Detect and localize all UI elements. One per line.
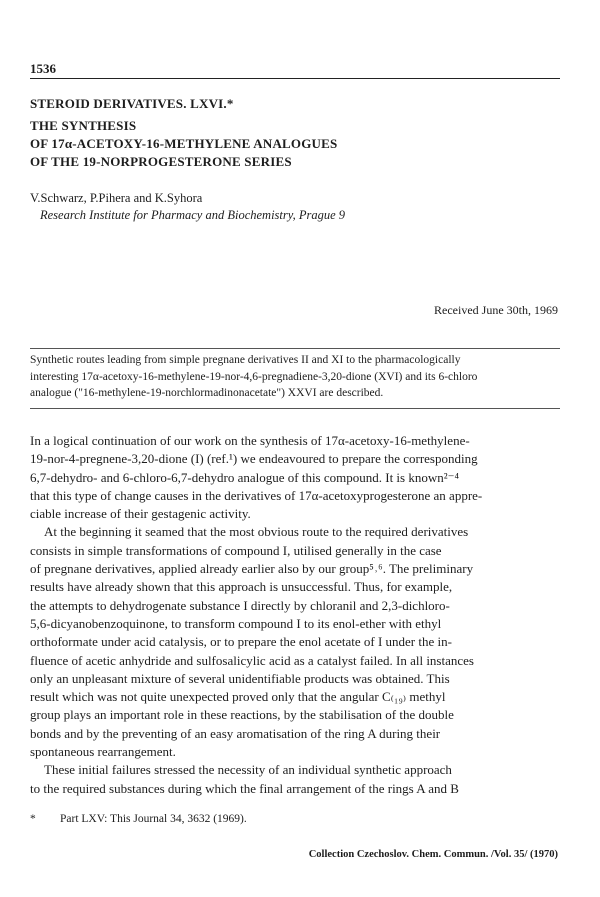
abstract-line: Synthetic routes leading from simple pregnane derivatives II and XI to the pharmacologically <box>30 354 461 366</box>
header-rule <box>30 78 560 79</box>
body-line: consists in simple transformations of compound I, utilised generally in the case <box>30 542 442 558</box>
body-line: only an unpleasant mixture of several unidentifiable products was obtained. This <box>30 670 450 686</box>
body-line: to the required substances during which the final arrangement of the rings A and B <box>30 780 459 796</box>
body-line: the attempts to dehydrogenate substance I directly by chloranil and 2,3-dichloro- <box>30 597 450 613</box>
body-line: In a logical continuation of our work on the synthesis of 17α-acetoxy-16-methylene- <box>30 433 470 448</box>
body-line: that this type of change causes in the derivatives of 17α-acetoxyprogesterone an appre- <box>30 487 483 503</box>
body-line: ciable increase of their gestagenic activity. <box>30 506 251 522</box>
body-line: bonds and by the preventing of an easy aromatisation of the ring A during their <box>30 725 441 741</box>
abstract-rule-bottom <box>30 408 560 409</box>
body-line: 5,6-dicyanobenzoquinone, to transform compound I to its enol-ether with ethyl <box>30 615 442 631</box>
article-title <box>30 117 337 171</box>
title-line: THE SYNTHESIS <box>30 118 137 133</box>
received-date: Received June 30th, 1969 <box>434 303 558 317</box>
authors: V.Schwarz, P.Pihera and K.Syhora <box>30 191 203 205</box>
page-number: 1536 <box>30 61 56 76</box>
affiliation: Research Institute for Pharmacy and Biochemistry, Prague 9 <box>40 208 346 222</box>
footnote <box>30 813 247 825</box>
series-title: STEROID DERIVATIVES. LXVI.* <box>30 96 234 111</box>
body-line: of pregnane derivatives, applied already earlier also by our group⁵˒⁶. The preliminary <box>30 561 474 577</box>
body-line: results have already shown that this approach is unsuccessful. Thus, for example, <box>30 579 453 595</box>
body-line: These initial failures stressed the necessity of an individual synthetic approach <box>44 762 452 778</box>
body-line: orthoformate under acid catalysis, or to prepare the enol acetate of I under the in- <box>30 634 452 650</box>
body-line: 6,7-dehydro- and 6-chloro-6,7-dehydro analogue of this compound. It is known²⁻⁴ <box>30 469 460 485</box>
title-line: OF THE 19-NORPROGESTERONE SERIES <box>30 154 292 169</box>
body-line: fluence of acetic anhydride and sulfosalicylic acid as a catalyst failed. In all instances <box>30 652 474 668</box>
running-footer: Collection Czechoslov. Chem. Commun. /Vol. 35/ (1970) <box>308 849 558 860</box>
abstract-line: analogue ("16-methylene-19-norchlormadinonacetate") XXVI are described. <box>30 387 384 399</box>
body-text <box>30 432 560 798</box>
body-line: At the beginning it seamed that the most obvious route to the required derivatives <box>44 524 469 540</box>
abstract-rule-top <box>30 348 560 349</box>
title-line: OF 17α-ACETOXY-16-METHYLENE ANALOGUES <box>30 136 338 151</box>
body-line: 19-nor-4-pregnene-3,20-dione (I) (ref.¹) we endeavoured to prepare the corresponding <box>30 451 478 467</box>
body-line: spontaneous rearrangement. <box>30 744 176 760</box>
abstract-line: interesting 17α-acetoxy-16-methylene-19-nor-4,6-pregnadiene-3,20-dione (XVI) and its 6-chloro <box>30 370 478 383</box>
body-line: group plays an important role in these reactions, by the stabilisation of the double <box>30 707 454 723</box>
abstract <box>30 352 560 402</box>
footnote-mark: * <box>30 813 36 825</box>
footnote-text: Part LXV: This Journal 34, 3632 (1969). <box>60 813 247 825</box>
body-line: result which was not quite unexpected proved only that the angular C₍₁₉₎ methyl <box>30 689 446 705</box>
